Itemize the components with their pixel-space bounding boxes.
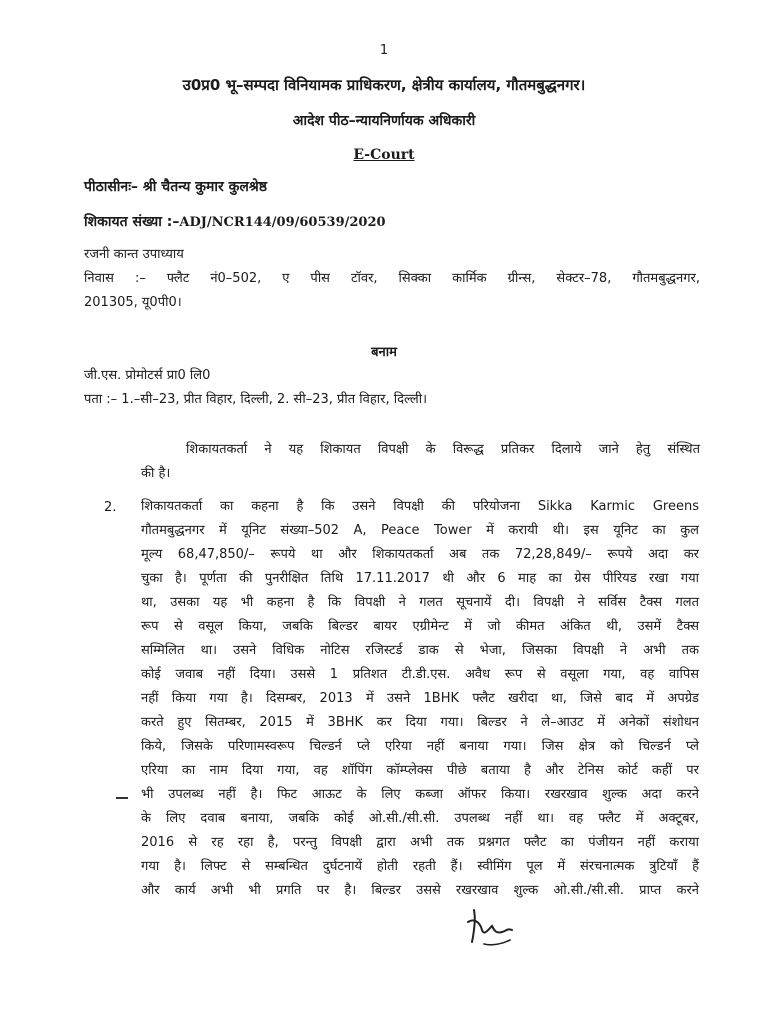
paragraph-line: चुका है। पूर्णता की पुनरीक्षित तिथि 17.11.2017 थी और 6 माह का ग्रेस पीरियड रखा गया bbox=[141, 571, 699, 586]
paragraph-line: के लिए दवाब बनाया, जबकि कोई ओ.सी./सी.सी. उपलब्ध नहीं था। वह फ्लैट में अक्टूबर, bbox=[141, 811, 699, 826]
paragraph-line: और कार्य अभी भी प्रगति पर है। बिल्डर उससे रखरखाव शुल्क ओ.सी./सी.सी. प्राप्त करने bbox=[141, 883, 699, 898]
ecourt-label: E-Court bbox=[353, 147, 415, 163]
paragraph-line: शिकायतकर्ता का कहना है कि उसने विपक्षी की परियोजना Sikka Karmic Greens bbox=[141, 499, 699, 514]
complainant-address-line-2: 201305, यू0पी0। bbox=[84, 295, 182, 310]
respondent-name: जी.एस. प्रोमोटर्स प्रा0 लि0 bbox=[84, 368, 211, 383]
paragraph-number: 2. bbox=[104, 500, 117, 515]
page-number: 1 bbox=[379, 43, 389, 58]
complaint-number bbox=[84, 213, 386, 232]
paragraph-line: किये, जिसके परिणामस्वरूप चिल्डर्न प्ले एरिया नहीं बनाया गया। जिस क्षेत्र को चिल्डर्न प्ले bbox=[141, 739, 699, 754]
paragraph-line: था, उसका यह भी कहना है कि विपक्षी ने गलत सूचनायें दी। विपक्षी ने सर्विस टैक्स गलत bbox=[141, 595, 699, 610]
complaint-number-value: ADJ/NCR144/09/60539/2020 bbox=[179, 215, 386, 230]
paragraph-line: सम्मिलित था। उसने विधिक नोटिस रजिस्टर्ड डाक से भेजा, जिसका विपक्षी ने अभी तक bbox=[141, 643, 699, 658]
paragraph-line: गया है। लिफ्ट से सम्बन्धित दुर्घटनायें होती रहती हैं। स्वीमिंग पूल में संरचनात्मक त्रुटियाँ हैं bbox=[141, 859, 699, 874]
paragraph-line: करते हुए सितम्बर, 2015 में 3BHK कर दिया गया। बिल्डर ने ले–आउट में अनेकों संशोधन bbox=[141, 715, 699, 730]
header-bench: आदेश पीठ–न्यायनिर्णायक अधिकारी bbox=[292, 113, 476, 129]
respondent-address: पता :– 1.–सी–23, प्रीत विहार, दिल्ली, 2. सी–23, प्रीत विहार, दिल्ली। bbox=[84, 392, 427, 407]
signature-icon bbox=[462, 900, 522, 950]
presiding-officer: पीठासीनः– श्री चैतन्य कुमार कुलश्रेष्ठ bbox=[84, 179, 268, 195]
paragraph-line: एरिया का नाम दिया गया, वह शॉपिंग कॉम्प्लेक्स पीछे बताया है और टेनिस कोर्ट कहीं पर bbox=[141, 763, 699, 778]
paragraph-line: 2016 से रह रहा है, परन्तु विपक्षी द्वारा अभी तक प्रश्नगत फ्लैट का पंजीयन नहीं कराया bbox=[141, 835, 699, 850]
paragraph-line: नहीं किया गया है। दिसम्बर, 2013 में उसने 1BHK फ्लैट खरीदा था, जिसे बाद में अपग्रेड bbox=[141, 691, 699, 706]
intro-line-2: की है। bbox=[141, 466, 171, 481]
paragraph-line: गौतमबुद्धनगर में यूनिट संख्या–502 A, Peace Tower में करायी थी। इस यूनिट का कुल bbox=[141, 523, 699, 538]
margin-dash-mark bbox=[116, 797, 128, 799]
header-authority: उ0प्र0 भू–सम्पदा विनियामक प्राधिकरण, क्षेत्रीय कार्यालय, गौतमबुद्धनगर। bbox=[182, 76, 586, 94]
complainant-name: रजनी कान्त उपाध्याय bbox=[84, 247, 184, 262]
header-ecourt bbox=[0, 146, 768, 164]
paragraph-line: कोई जवाब नहीं दिया। उससे 1 प्रतिशत टी.डी.एस. अवैध रूप से वसूला गया, वह वापिस bbox=[141, 667, 699, 682]
paragraph-line: भी उपलब्ध नहीं है। फिट आऊट के लिए कब्जा ऑफर किया। रखरखाव शुल्क अदा करने bbox=[141, 787, 699, 802]
paragraph-line: मूल्य 68,47,850/– रूपये था और शिकायतकर्ता अब तक 72,28,849/– रूपये अदा कर bbox=[141, 547, 699, 562]
intro-line-1: शिकायतकर्ता ने यह शिकायत विपक्षी के विरूद्ध प्रतिकर दिलाये जाने हेतु संस्थित bbox=[186, 442, 700, 457]
paragraph-line: रूप से वसूल किया, जबकि बिल्डर बायर एग्रीमेन्ट में जो कीमत अंकित थी, उसमें टैक्स bbox=[141, 619, 699, 634]
complaint-number-label: शिकायत संख्या :– bbox=[84, 214, 180, 230]
complainant-address-line-1: निवास :– फ्लैट नं0–502, ए पीस टॉवर, सिक्का कार्मिक ग्रीन्स, सेक्टर–78, गौतमबुद्धनगर, bbox=[84, 271, 700, 286]
versus-label: बनाम bbox=[371, 345, 397, 360]
